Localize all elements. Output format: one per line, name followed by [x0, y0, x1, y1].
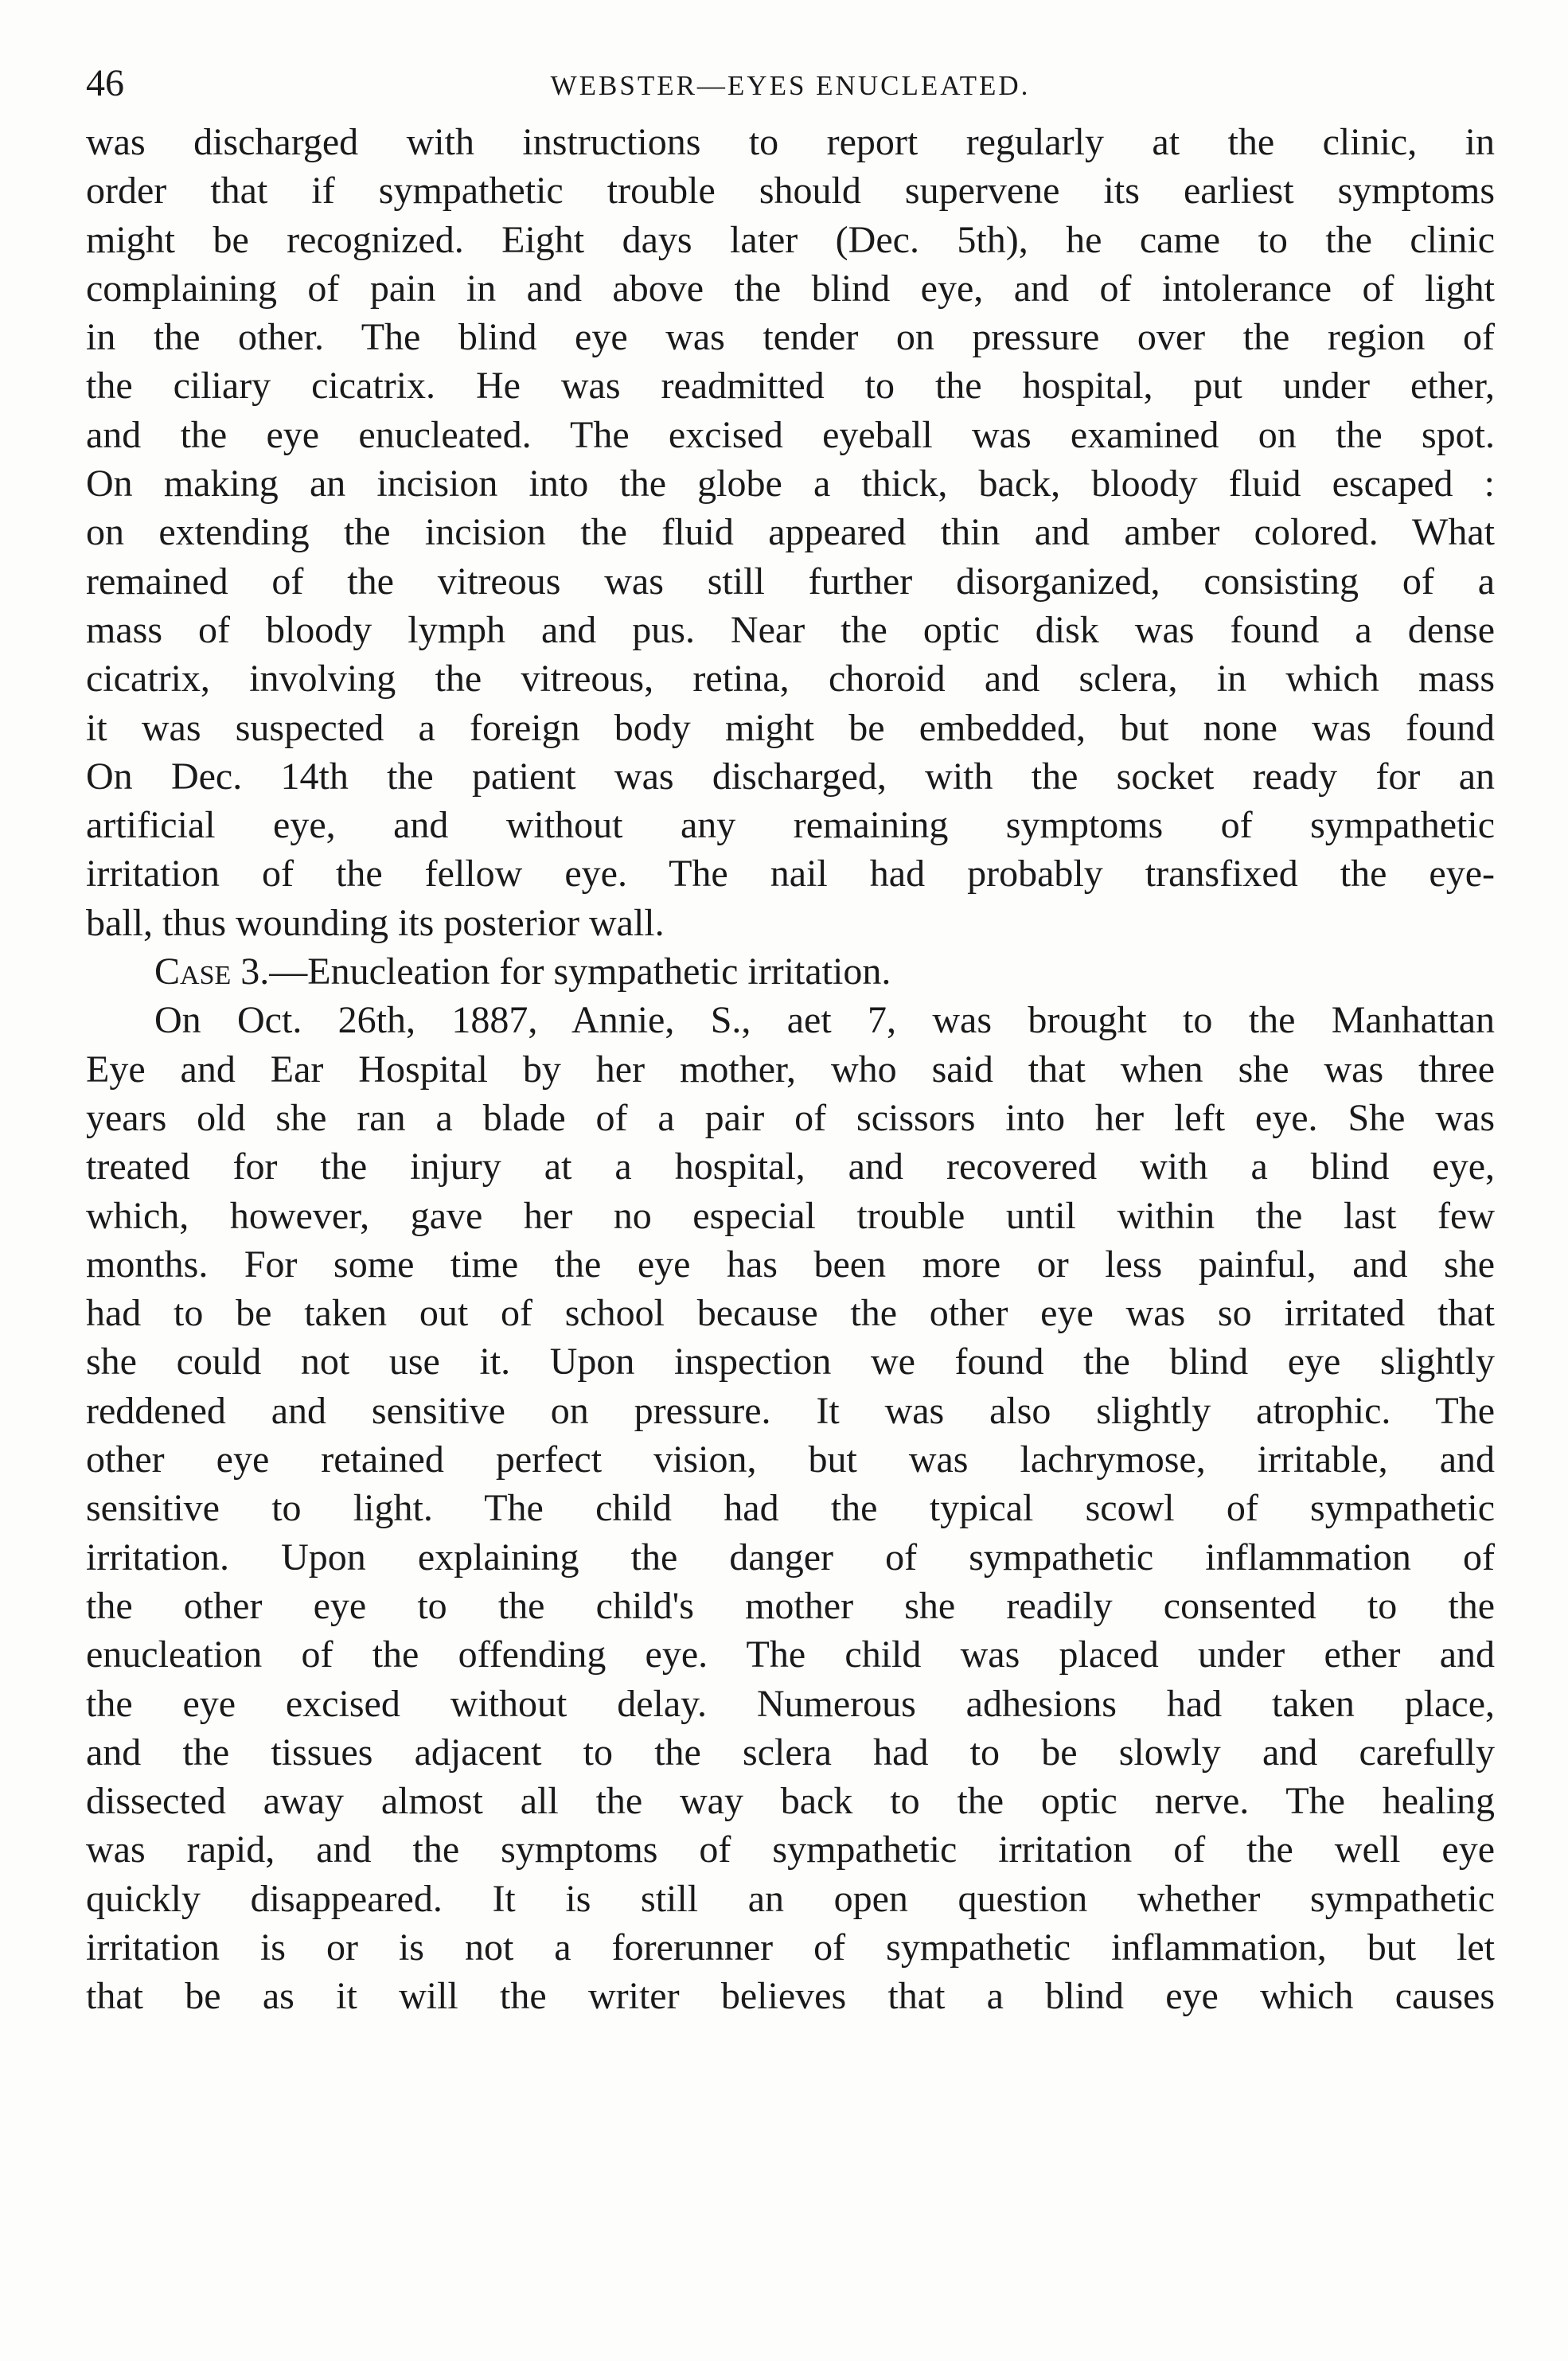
text-line: might be recognized. Eight days later (Dec. 5th), he came to the clinic [86, 218, 1495, 261]
text-line: irritation is or is not a forerunner of sympathetic inflammation, but let [86, 1926, 1495, 1969]
text-line: remained of the vitreous was still further disorganized, consisting of a [86, 560, 1495, 603]
text-line: mass of bloody lymph and pus. Near the optic disk was found a dense [86, 608, 1495, 651]
text-line: and the tissues adjacent to the sclera had to be slowly and carefully [86, 1731, 1495, 1774]
text-line: months. For some time the eye has been more or less painful, and she [86, 1243, 1495, 1286]
text-line: quickly disappeared. It is still an open question whether sympathetic [86, 1877, 1495, 1920]
text-line: other eye retained perfect vision, but was lachrymose, irritable, and [86, 1438, 1495, 1481]
text-line: complaining of pain in and above the blind eye, and of intolerance of light [86, 267, 1495, 310]
text-line: enucleation of the offending eye. The child was placed under ether and [86, 1633, 1495, 1676]
text-line: and the eye enucleated. The excised eyeball was examined on the spot. [86, 413, 1495, 456]
text-line: Eye and Ear Hospital by her mother, who said that when she was three [86, 1048, 1495, 1091]
page-number: 46 [86, 62, 124, 104]
text-line: reddened and sensitive on pressure. It was also slightly atrophic. The [86, 1389, 1495, 1432]
text-line: On Oct. 26th, 1887, Annie, S., aet 7, was brought to the Manhattan [154, 999, 1495, 1042]
running-head: WEBSTER—EYES ENUCLEATED. [550, 70, 1031, 101]
text-line: the ciliary cicatrix. He was readmitted to the hospital, put under ether, [86, 365, 1495, 408]
text-line: ball, thus wounding its posterior wall. [86, 901, 665, 944]
text-line: in the other. The blind eye was tender on pressure over the region of [86, 316, 1495, 359]
text-line: order that if sympathetic trouble should supervene its earliest symptoms [86, 170, 1495, 213]
text-line: the eye excised without delay. Numerous adhesions had taken place, [86, 1682, 1495, 1725]
text-line: she could not use it. Upon inspection we found the blind eye slightly [86, 1341, 1495, 1383]
text-line: treated for the injury at a hospital, and recovered with a blind eye, [86, 1145, 1495, 1188]
body-text [86, 118, 1495, 2021]
text-line: was rapid, and the symptoms of sympathetic irritation of the well eye [86, 1828, 1495, 1871]
text-line: On making an incision into the globe a thick, back, bloody fluid escaped : [86, 462, 1495, 505]
page-header [86, 56, 1495, 111]
text-line: cicatrix, involving the vitreous, retina, choroid and sclera, in which mass [86, 658, 1495, 700]
text-line: dissected away almost all the way back to the optic nerve. The healing [86, 1780, 1495, 1823]
case-heading-label: Case [154, 950, 232, 993]
text-line: On Dec. 14th the patient was discharged, with the socket ready for an [86, 755, 1495, 798]
text-line: had to be taken out of school because the other eye was so irritated that [86, 1292, 1495, 1335]
text-line: the other eye to the child's mother she readily consented to the [86, 1584, 1495, 1627]
text-line: years old she ran a blade of a pair of scissors into her left eye. She was [86, 1096, 1495, 1139]
case-heading-title: 3.—Enucleation for sympathetic irritation. [231, 950, 891, 993]
text-line: was discharged with instructions to report regularly at the clinic, in [86, 121, 1495, 163]
text-line: irritation. Upon explaining the danger of sympathetic inflammation of [86, 1536, 1495, 1579]
text-line: on extending the incision the fluid appeared thin and amber colored. What [86, 511, 1495, 554]
text-line: irritation of the fellow eye. The nail had probably transfixed the eye- [86, 853, 1495, 896]
text-line: artificial eye, and without any remaining symptoms of sympathetic [86, 804, 1495, 847]
text-line: which, however, gave her no especial trouble until within the last few [86, 1194, 1495, 1237]
text-line: sensitive to light. The child had the typical scowl of sympathetic [86, 1487, 1495, 1530]
text-line: it was suspected a foreign body might be embedded, but none was found [86, 706, 1495, 749]
case-heading [86, 947, 1495, 996]
text-line: that be as it will the writer believes that a blind eye which causes [86, 1975, 1495, 2018]
